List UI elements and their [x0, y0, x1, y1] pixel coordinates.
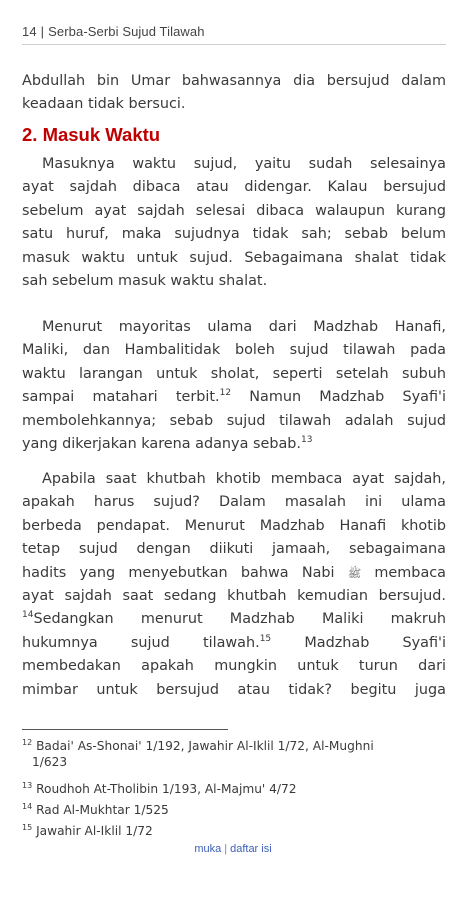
text-line: apakah harus sujud? Dalam masalah ini ulama	[22, 494, 446, 511]
text-line	[22, 632, 446, 655]
text-segment: Namun Madzhab Syafi'i	[231, 389, 446, 406]
text-line: tetap sujud dengan diikuti jamaah, sebagaimana	[22, 541, 446, 558]
page-navigation	[0, 843, 466, 855]
text-line: Maliki, dan Hambalitidak boleh sujud tilawah pada	[22, 342, 446, 359]
text-line: mimbar untuk bersujud atau tidak? begitu juga	[22, 681, 446, 698]
nav-separator: |	[224, 843, 228, 855]
text-line: masuk waktu untuk sujud. Sebagaimana shalat tidak	[22, 249, 446, 266]
text-segment: Sedangkan menurut Madzhab Maliki makruh	[33, 611, 446, 628]
text-segment: sampai matahari terbit.	[22, 389, 220, 406]
text-segment: hukumnya sujud tilawah.	[22, 634, 260, 651]
text-line: membolehkannya; sebab sujud tilawah adalah sujud	[22, 412, 446, 429]
paragraph-masuk-waktu	[22, 153, 446, 293]
text-line: keadaan tidak bersuci.	[22, 96, 186, 113]
text-segment: yang dikerjakan karena adanya sebab.	[22, 436, 301, 453]
text-line: membedakan apakah mungkin untuk turun dari	[22, 658, 446, 675]
header-separator: |	[40, 24, 45, 39]
footnote-12	[22, 738, 452, 770]
salawat-symbol: ﷺ	[347, 566, 362, 580]
footnote-14	[22, 802, 452, 818]
section-title: 2. Masuk Waktu	[22, 124, 161, 145]
footnote-text-continued: 1/623	[32, 755, 68, 769]
footnote-15	[22, 823, 452, 839]
text-line	[22, 562, 446, 585]
home-link[interactable]: muka	[194, 843, 222, 855]
footnote-ref-14[interactable]: 14	[22, 610, 34, 621]
header-rule	[22, 44, 446, 45]
text-line: satu huruf, maka sujudnya tidak sah; sebab belum	[22, 226, 446, 243]
footnote-number: 14	[22, 801, 33, 811]
text-segment: membaca	[361, 564, 446, 581]
footnote-number: 12	[22, 737, 33, 747]
footnote-number: 15	[22, 822, 33, 832]
page-number: 14	[22, 24, 37, 39]
footnote-ref-13[interactable]: 13	[300, 435, 313, 446]
text-line	[22, 608, 446, 631]
text-line: ayat sajdah saat sedang khutbah kemudian bersujud.	[22, 588, 446, 605]
paragraph-mayoritas-ulama	[22, 316, 446, 456]
text-line: berbeda pendapat. Menurut Madzhab Hanafi khotib	[22, 517, 446, 534]
footnote-rule	[22, 729, 228, 730]
text-line	[22, 386, 446, 409]
footnote-text: Jawahir Al-Iklil 1/72	[36, 824, 153, 838]
table-of-contents-link[interactable]: daftar isi	[230, 843, 272, 855]
footnote-13	[22, 781, 452, 797]
footnote-ref-15[interactable]: 15	[259, 634, 272, 645]
footnote-number: 13	[22, 780, 33, 790]
text-segment: Madzhab Syafi'i	[271, 634, 446, 651]
text-line: ayat sajdah dibaca atau didengar. Kalau bersujud	[22, 179, 446, 196]
intro-paragraph	[22, 70, 446, 117]
text-line: sah sebelum masuk waktu shalat.	[22, 273, 268, 290]
footnote-text: Roudhoh At-Tholibin 1/193, Al-Majmu' 4/72	[36, 782, 297, 796]
text-line: sebelum ayat sajdah selesai dibaca walaupun kurang	[22, 202, 446, 219]
text-line: waktu larangan untuk sholat, seperti setelah subuh	[22, 365, 446, 382]
text-line: Masuknya waktu sujud, yaitu sudah selesainya	[42, 156, 446, 172]
text-line: Apabila saat khutbah khotib membaca ayat sajdah,	[42, 471, 446, 487]
paragraph-khutbah	[22, 468, 446, 702]
footnote-text: Rad Al-Mukhtar 1/525	[36, 803, 169, 817]
running-header	[22, 24, 446, 39]
footnote-ref-12[interactable]: 12	[219, 388, 232, 399]
text-line: Menurut mayoritas ulama dari Madzhab Hanafi,	[42, 319, 446, 335]
book-title: Serba-Serbi Sujud Tilawah	[48, 24, 205, 39]
text-line: Abdullah bin Umar bahwasannya dia bersujud dalam	[22, 73, 446, 89]
text-segment: hadits yang menyebutkan bahwa Nabi	[22, 564, 335, 581]
footnote-text: Badai' As-Shonai' 1/192, Jawahir Al-Iklil 1/72, Al-Mughni	[36, 739, 374, 753]
text-line	[22, 433, 446, 456]
